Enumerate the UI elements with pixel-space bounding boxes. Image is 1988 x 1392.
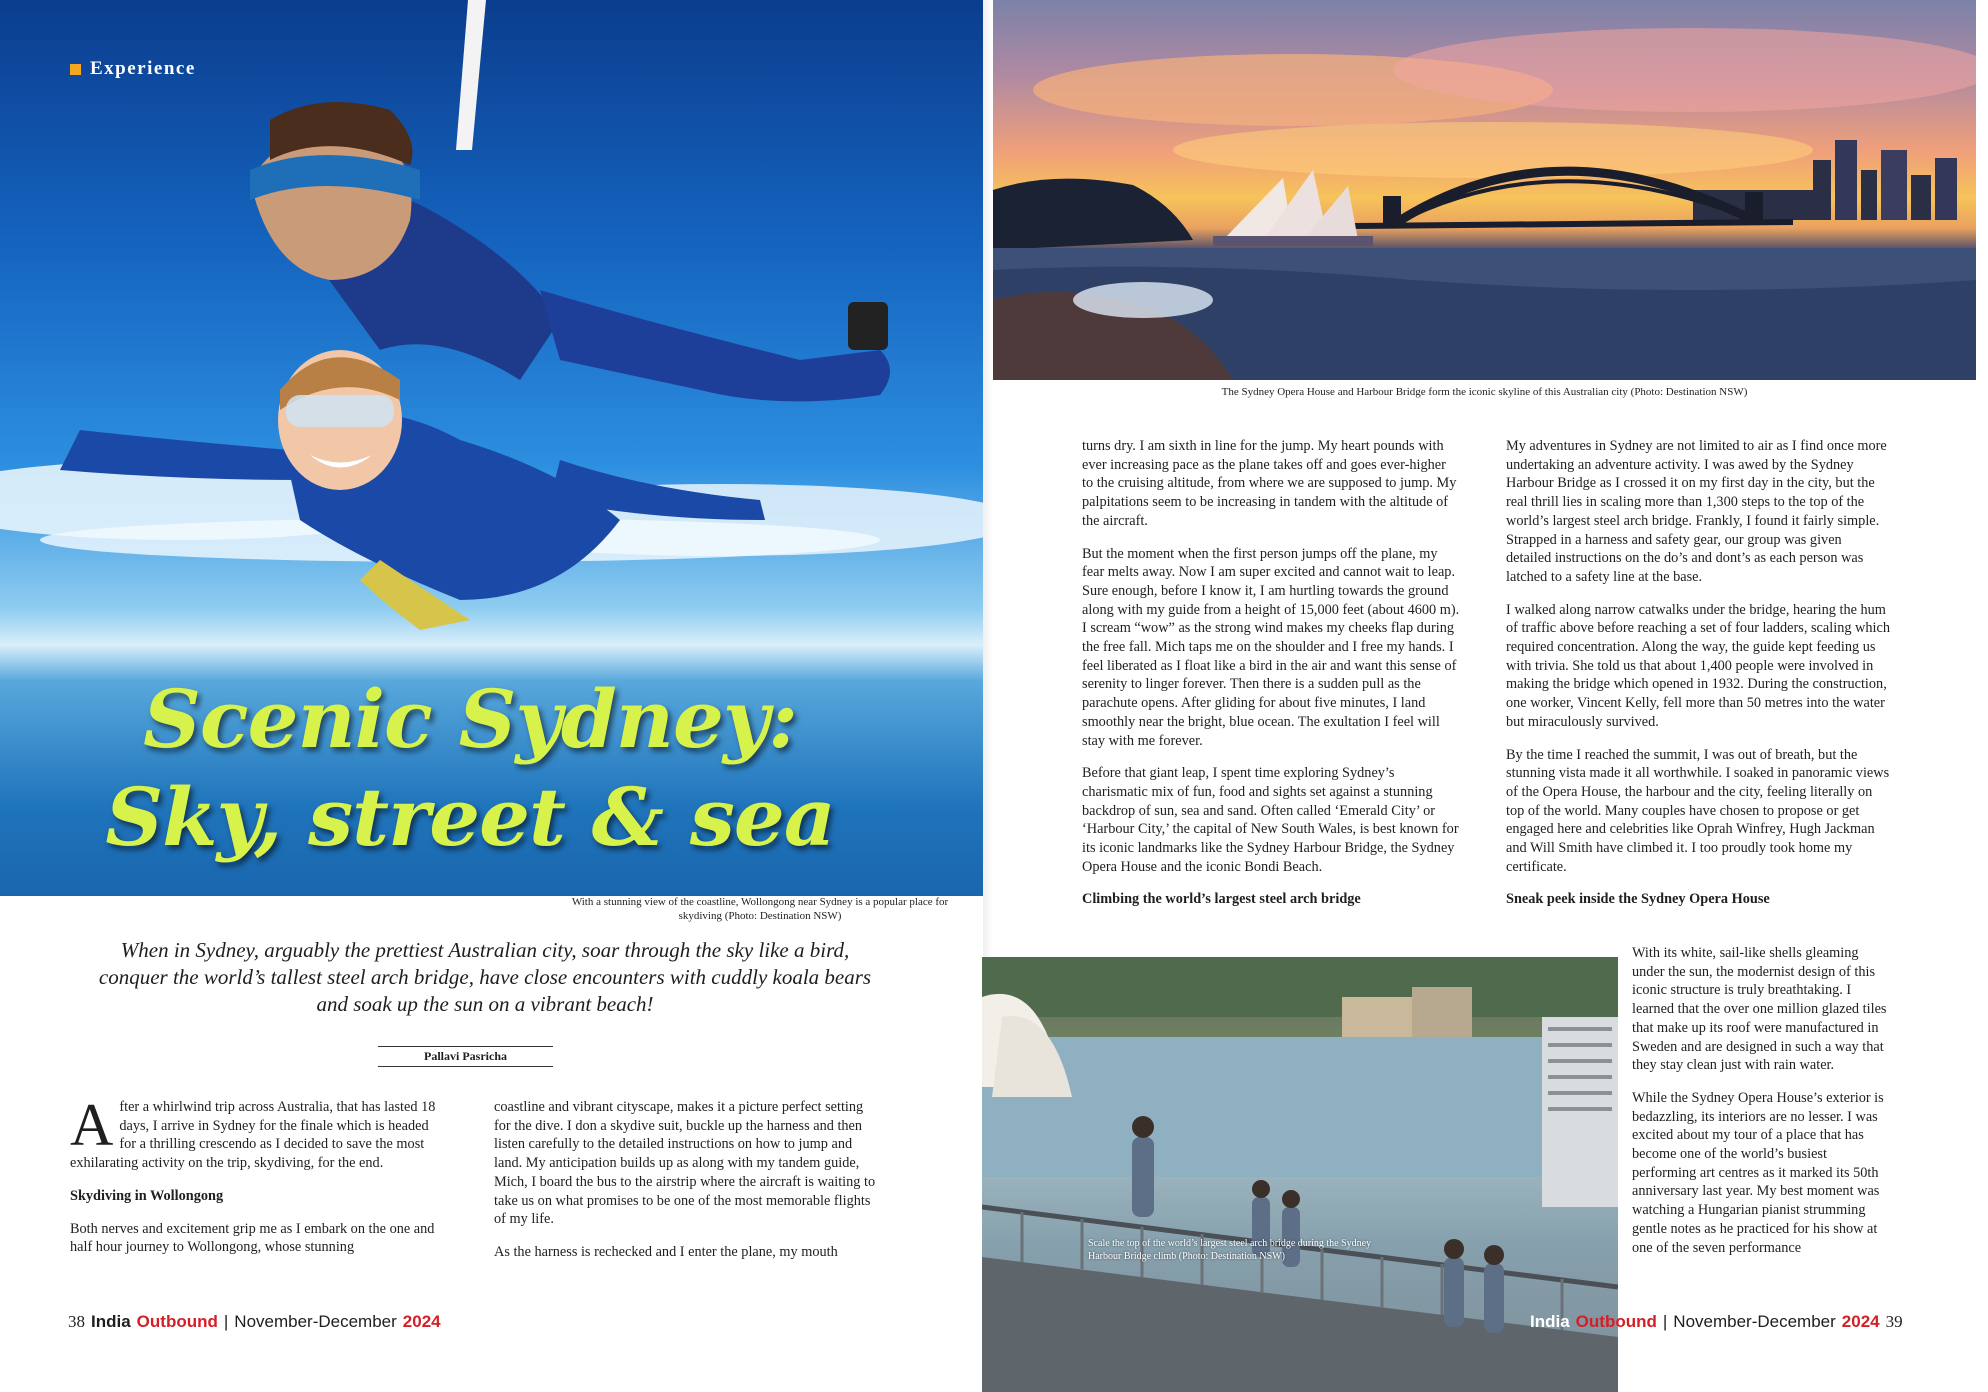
bridge-climb-photo bbox=[982, 957, 1618, 1392]
paragraph: Both nerves and excitement grip me as I embark on the one and half hour journey to Wollongong, whose stunning bbox=[70, 1220, 435, 1256]
paragraph: But the moment when the first person jumps off the plane, my fear melts away. Now I am super excited and cannot wait to leap. Sure enough, before I know it, I am hurtling towards the ground along with my guide from a height of 15,000 feet (about 4600 m). I scream “wow” as the strong wind makes my cheeks flap during the free fall. Mich taps me on the shoulder and I free my hands. I feel liberated as I float like a bird in the air and want this sense of serenity to linger forever. Then there is a sudden pull as the parachute opens. After gliding for about five minutes, I land smoothly near the bright, blue ocean. The exultation I feel will stay with me forever. bbox=[1082, 545, 1460, 749]
publication-name-part1: India bbox=[91, 1312, 131, 1331]
body-column-2 bbox=[494, 1098, 880, 1276]
publication-name-part2: Outbound bbox=[136, 1312, 218, 1331]
drop-cap: A bbox=[70, 1092, 114, 1158]
harbour-photo-caption: The Sydney Opera House and Harbour Bridge form the iconic skyline of this Australian city (Photo: Destination NSW) bbox=[1221, 386, 1748, 398]
section-label-text: Experience bbox=[90, 58, 196, 79]
footer-separator: | bbox=[1662, 1312, 1668, 1331]
section-square-icon bbox=[70, 64, 81, 75]
standfirst: When in Sydney, arguably the prettiest Australian city, soar through the sky like a bird, conquer the world’s tallest steel arch bridge, have close encounters with cuddly koala bears and soak up the sun on a vibrant beach! bbox=[98, 938, 872, 1016]
paragraph: With its white, sail-like shells gleaming under the sun, the modernist design of this iconic structure is truly breathtaking. I learned that the over one million glazed tiles that make up its roof were manufactured in Sweden and are designed in such a way that they stay clean just with rain water. bbox=[1632, 945, 1887, 1074]
bridge-climb-photo-caption: Scale the top of the world’s largest steel arch bridge during the Sydney Harbour Bridge climb (Photo: Destination NSW) bbox=[1088, 1238, 1372, 1262]
subheading-bridge-climb: Climbing the world’s largest steel arch bridge bbox=[1082, 891, 1361, 908]
publication-name-part1: India bbox=[1530, 1312, 1570, 1331]
section-label bbox=[70, 58, 196, 80]
footer-separator: | bbox=[223, 1312, 229, 1331]
harbour-skyline-illustration bbox=[993, 0, 1976, 380]
body-column-3 bbox=[1082, 437, 1460, 923]
body-column-1 bbox=[70, 1092, 448, 1271]
article-headline: Scenic Sydney: Sky, street & sea bbox=[105, 672, 835, 864]
issue-months: November-December bbox=[234, 1312, 397, 1331]
paragraph: As the harness is rechecked and I enter the plane, my mouth bbox=[494, 1243, 838, 1260]
paragraph: coastline and vibrant cityscape, makes it a picture perfect setting for the dive. I don a skydive suit, buckle up the harness and then listen carefully to the detailed instructions on how to jump and land. My anticipation builds up as along with my tandem guide, Mich, I board the bus to the airstrip where the aircraft is waiting to take us on what promises to be one of the most memorable flights of my life. bbox=[494, 1099, 876, 1228]
subheading-skydiving: Skydiving in Wollongong bbox=[70, 1187, 224, 1204]
opera-house-harbour-photo bbox=[993, 0, 1976, 380]
paragraph: By the time I reached the summit, I was out of breath, but the stunning vista made it all worthwhile. I soaked in panoramic views of the Opera House, the harbour and the city, feeling literally on top of the world. Many couples have chosen to propose or get engaged here and celebrities like Oprah Winfrey, Hugh Jackman and Will Smith have climbed it. I too proudly took home my certificate. bbox=[1506, 746, 1890, 875]
issue-year: 2024 bbox=[1841, 1312, 1880, 1331]
intro-paragraph bbox=[70, 1092, 448, 1173]
paragraph: While the Sydney Opera House’s exterior is bedazzling, its interiors are no lesser. I was excited about my tour of a place that has become one of the world’s busiest performing art centres as it marked its 50th anniversary last year. My best moment was watching a Hungarian pianist strumming gentle notes as he practiced for his show at one of the seven performance bbox=[1632, 1089, 1884, 1256]
paragraph: Before that giant leap, I spent time exploring Sydney’s charismatic mix of fun, food and sights set against a stunning backdrop of sun, sea and sand. Often called ‘Emerald City’ or ‘Harbour City,’ the capital of New South Wales, is best known for its iconic landmarks like the Sydney Harbour Bridge, the Sydney Opera House and the iconic Bondi Beach. bbox=[1082, 765, 1459, 875]
bridge-climb-illustration bbox=[982, 957, 1618, 1392]
author-byline: Pallavi Pasricha bbox=[378, 1046, 553, 1067]
intro-paragraph-text: fter a whirlwind trip across Australia, that has lasted 18 days, I arrive in Sydney for the finale which is headed for a thrilling crescendo as I decided to save the most exhilarating activity on the trip, skydiving, for the end. bbox=[70, 1099, 436, 1172]
page-footer-left bbox=[68, 1312, 441, 1332]
body-column-4 bbox=[1506, 437, 1890, 923]
page-number: 39 bbox=[1885, 1312, 1903, 1331]
page-number: 38 bbox=[68, 1312, 85, 1331]
issue-year: 2024 bbox=[402, 1312, 441, 1331]
paragraph: I walked along narrow catwalks under the bridge, hearing the hum of traffic above before reaching a set of four ladders, scaling which required concentration. Along the way, the guide kept feeding us with trivia. She told us that about 1,400 people were involved in making the bridge which opened in 1932. During the construction, one worker, Vincent Kelly, fell more than 50 metres into the water but miraculously survived. bbox=[1506, 601, 1890, 730]
issue-months: November-December bbox=[1673, 1312, 1836, 1331]
paragraph: My adventures in Sydney are not limited to air as I find once more undertaking an adventure activity. I was awed by the Sydney Harbour Bridge as I crossed it on my first day in the city, but the real thrill lies in scaling more than 1,300 steps to the top of the world’s largest steel arch bridge. Frankly, I found it fairly simple. Strapped in a harness and safety gear, our group was given detailed instructions on the do’s and dont’s as each person was latched to a safety line at the base. bbox=[1506, 438, 1887, 585]
subheading-opera-house: Sneak peek inside the Sydney Opera House bbox=[1506, 891, 1770, 908]
hero-photo-caption: With a stunning view of the coastline, Wollongong near Sydney is a popular place for skydiving (Photo: Destination NSW) bbox=[571, 896, 949, 922]
publication-name-part2: Outbound bbox=[1575, 1312, 1657, 1331]
body-column-5 bbox=[1632, 944, 1894, 1271]
page-footer-right bbox=[1530, 1312, 1903, 1332]
paragraph: turns dry. I am sixth in line for the jump. My heart pounds with ever increasing pace as the plane takes off and goes ever-higher to the cruising altitude, from where we are supposed to jump. My palpitations seem to be increasing in tandem with the altitude of the aircraft. bbox=[1082, 438, 1457, 529]
